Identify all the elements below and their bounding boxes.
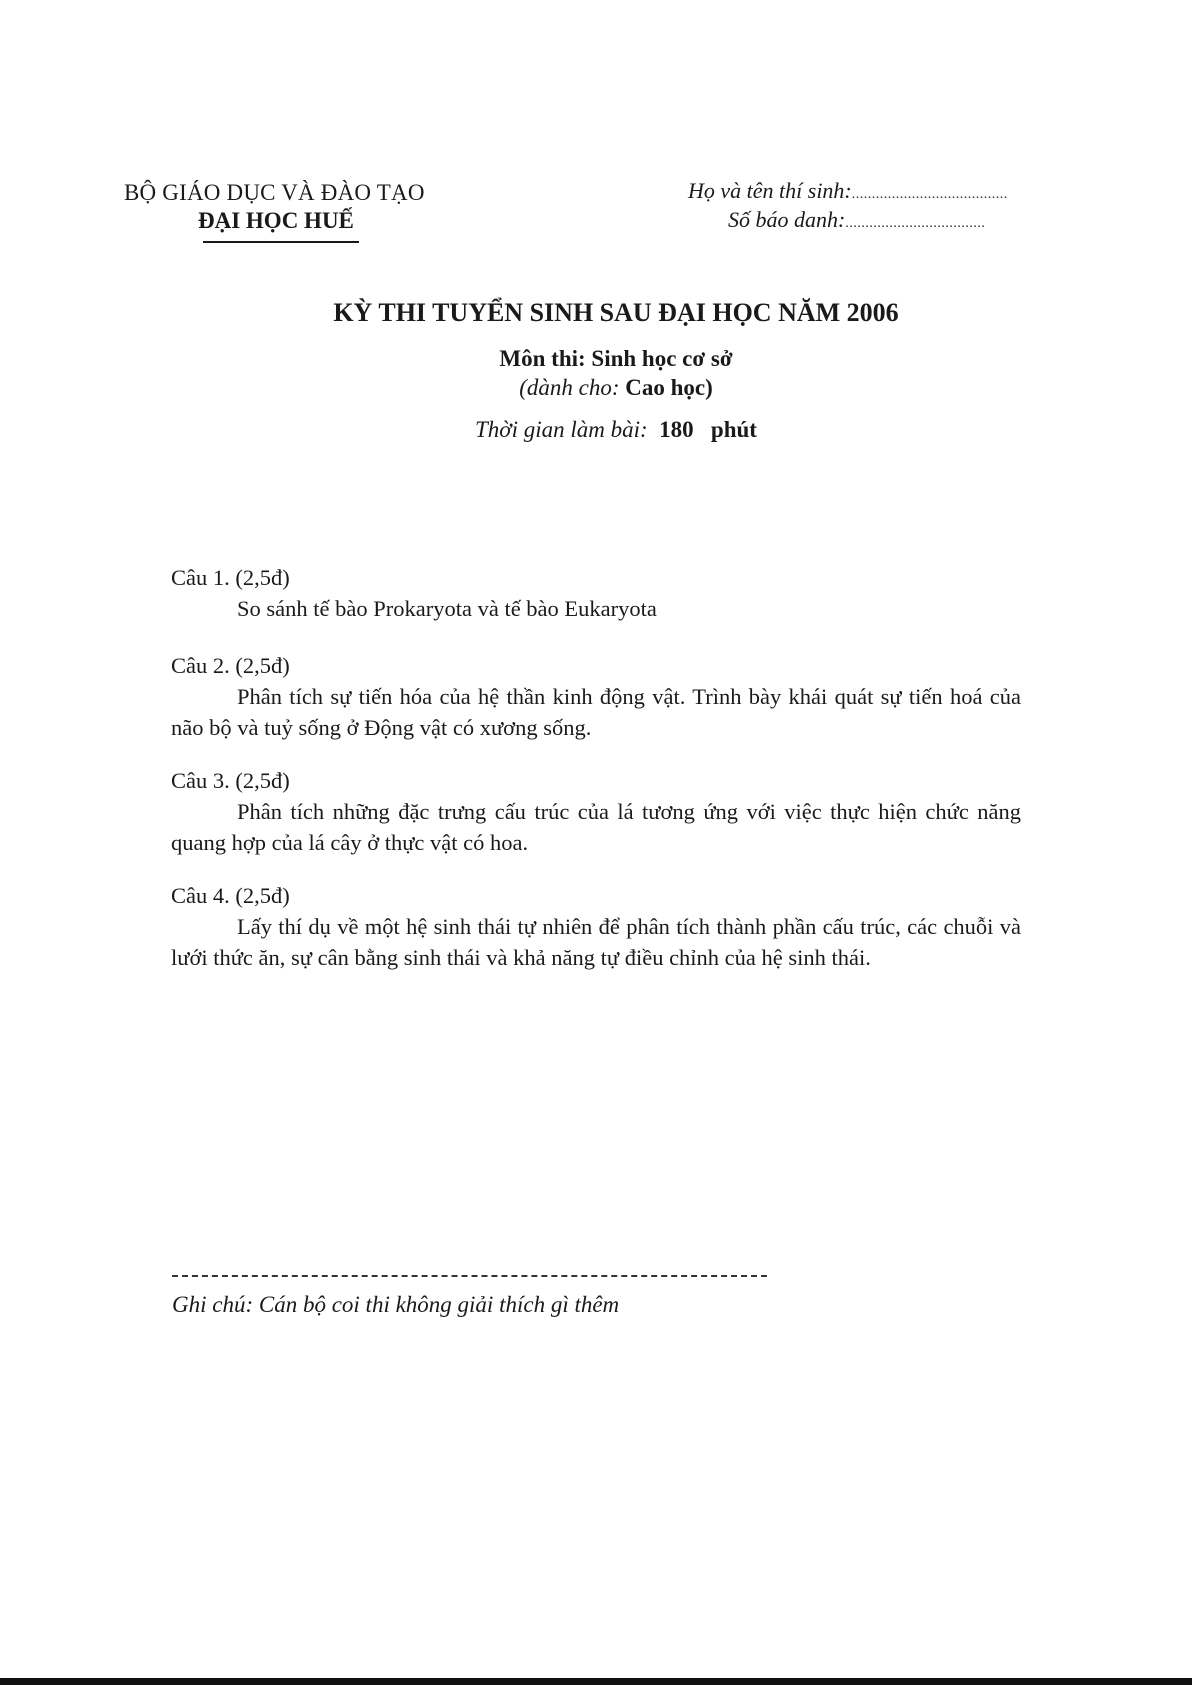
scan-bottom-edge: [0, 1678, 1192, 1685]
time-value: 180: [659, 417, 694, 442]
question-heading: Câu 4. (2,5đ): [171, 883, 290, 908]
subject-line: [0, 346, 1192, 372]
university-underline: [203, 241, 359, 243]
candidate-name-dots: .......................................: [851, 187, 1008, 202]
question-heading: Câu 2. (2,5đ): [171, 653, 290, 678]
audience-line: [0, 375, 1192, 401]
subject-label: Môn thi:: [499, 346, 586, 371]
exam-title: KỲ THI TUYỂN SINH SAU ĐẠI HỌC NĂM 2006: [333, 298, 899, 327]
audience-label: dành cho:: [526, 375, 620, 400]
subject-value: Sinh học cơ sở: [591, 346, 733, 371]
footer-dashed-rule: [172, 1275, 767, 1277]
question-3: [171, 765, 1021, 858]
candidate-id-field: [728, 207, 985, 233]
question-heading: Câu 3. (2,5đ): [171, 768, 290, 793]
candidate-id-dots: ...................................: [845, 216, 986, 231]
question-4: [171, 880, 1021, 973]
question-1: [171, 562, 1021, 624]
time-line: [0, 417, 1192, 443]
question-text: Lấy thí dụ về một hệ sinh thái tự nhiên để phân tích thành phần cấu trúc, các chuỗi và lưới thức ăn, sự cân bằng sinh thái và khả năng tự điều chỉnh của hệ sinh thái.: [171, 914, 1021, 970]
audience-close: ): [705, 375, 713, 400]
ministry-name: BỘ GIÁO DỤC VÀ ĐÀO TẠO: [124, 180, 425, 205]
question-heading: Câu 1. (2,5đ): [171, 565, 290, 590]
time-unit: phút: [710, 417, 757, 442]
footer-note: Ghi chú: Cán bộ coi thi không giải thích gì thêm: [172, 1292, 620, 1317]
candidate-id-label: Số báo danh:: [728, 207, 846, 232]
university-name: ĐẠI HỌC HUẾ: [198, 208, 354, 233]
question-text: So sánh tế bào Prokaryota và tế bào Eukaryota: [237, 596, 657, 621]
question-text: Phân tích sự tiến hóa của hệ thần kinh động vật. Trình bày khái quát sự tiến hoá của não bộ và tuỷ sống ở Động vật có xương sống.: [171, 684, 1021, 740]
candidate-name-label: Họ và tên thí sinh:: [688, 178, 852, 203]
audience-open: (: [519, 375, 527, 400]
question-text: Phân tích những đặc trưng cấu trúc của lá tương ứng với việc thực hiện chức năng quang hợp của lá cây ở thực vật có hoa.: [171, 799, 1021, 855]
question-2: [171, 650, 1021, 743]
time-label: Thời gian làm bài:: [475, 417, 648, 442]
candidate-name-field: [688, 178, 1008, 204]
audience-value: Cao học: [625, 375, 706, 400]
